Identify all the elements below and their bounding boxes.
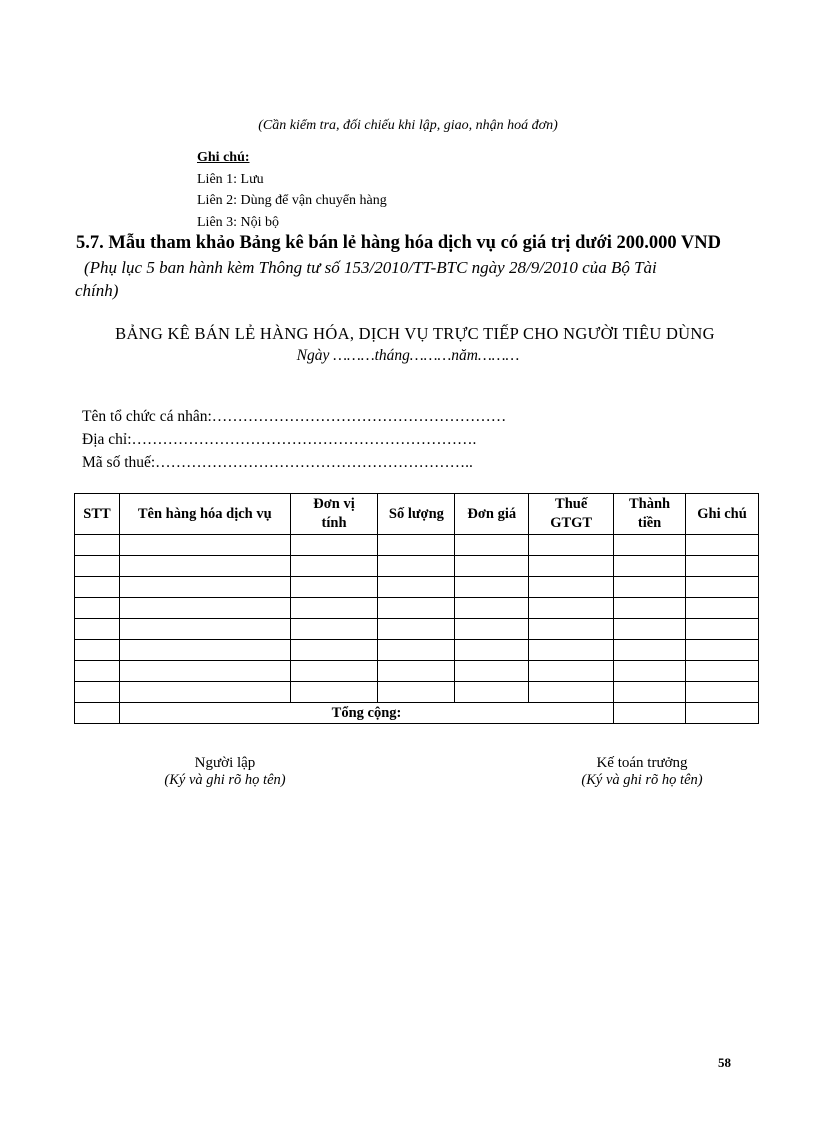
table-cell [455,619,529,640]
header-note: Ghi chú [686,494,759,535]
table-cell [614,640,686,661]
table-cell [378,598,455,619]
table-cell [686,598,759,619]
table-row [75,598,759,619]
table-cell [686,640,759,661]
total-note-cell [686,703,759,724]
table-cell [290,556,378,577]
table-cell [290,661,378,682]
table-cell [686,619,759,640]
table-cell [686,661,759,682]
header-unit-price: Đơn giá [455,494,529,535]
section-title: 5.7. Mẫu tham khảo Bảng kê bán lẻ hàng hóa dịch vụ có giá trị dưới 200.000 VND [76,233,721,253]
table-cell [529,598,614,619]
table-cell [290,619,378,640]
check-note: (Cần kiểm tra, đối chiếu khi lập, giao, nhận hoá đơn) [258,118,558,133]
table-cell [119,577,290,598]
table-cell [455,556,529,577]
table-cell [119,640,290,661]
table-cell [75,577,120,598]
form-title: BẢNG KÊ BÁN LẺ HÀNG HÓA, DỊCH VỤ TRỰC TIẾP CHO NGƯỜI TIÊU DÙNG [115,324,715,343]
table-cell [75,556,120,577]
table-cell [614,556,686,577]
table-row [75,619,759,640]
preparer-label: Người lập [194,755,256,771]
appendix-note-line-2: chính) [75,281,119,300]
table-cell [378,661,455,682]
table-cell [75,682,120,703]
accountant-sign-instruction: (Ký và ghi rõ họ tên) [581,772,703,788]
table-cell [75,640,120,661]
form-date-line: Ngày ………tháng………năm……… [296,347,520,364]
table-cell [75,619,120,640]
header-item-name: Tên hàng hóa dịch vụ [119,494,290,535]
table-cell [529,661,614,682]
table-cell [614,682,686,703]
table-row [75,556,759,577]
table-cell [614,598,686,619]
total-row [75,703,759,724]
total-stt-cell [75,703,120,724]
table-cell [686,556,759,577]
table-cell [529,577,614,598]
header-quantity: Số lượng [378,494,455,535]
table-cell [378,556,455,577]
table-cell [119,556,290,577]
appendix-note-line-1: (Phụ lục 5 ban hành kèm Thông tư số 153/2010/TT-BTC ngày 28/9/2010 của Bộ Tài [84,258,657,277]
table-cell [378,619,455,640]
table-cell [529,682,614,703]
header-stt: STT [75,494,120,535]
table-cell [455,598,529,619]
table-cell [529,619,614,640]
table-cell [119,619,290,640]
table-cell [455,640,529,661]
org-name-field: Tên tổ chức cá nhân:………………………………………………… [82,408,507,425]
table-cell [529,535,614,556]
table-cell [119,682,290,703]
table-cell [614,535,686,556]
table-cell [378,640,455,661]
tax-code-field: Mã số thuế:…………………………………………………….. [82,454,473,471]
table-cell [614,577,686,598]
table-cell [290,598,378,619]
notes-item-copy-2: Liên 2: Dùng để vận chuyển hàng [197,193,387,208]
header-unit: Đơn vị tính [290,494,378,535]
table-cell [455,661,529,682]
notes-label: Ghi chú: [197,150,250,165]
page-number: 58 [718,1055,731,1070]
notes-item-copy-1: Liên 1: Lưu [197,172,264,187]
address-field: Địa chỉ:…………………………………………………………. [82,431,477,448]
table-row [75,640,759,661]
table-cell [686,535,759,556]
total-label: Tổng cộng: [119,703,613,724]
table-cell [290,577,378,598]
table-row [75,661,759,682]
table-cell [75,598,120,619]
table-cell [614,661,686,682]
table-cell [290,682,378,703]
table-cell [378,535,455,556]
table-cell [455,682,529,703]
notes-item-copy-3: Liên 3: Nội bộ [197,215,280,230]
preparer-sign-instruction: (Ký và ghi rõ họ tên) [164,772,286,788]
table-cell [614,619,686,640]
table-cell [455,577,529,598]
table-cell [290,535,378,556]
table-cell [686,577,759,598]
table-cell [119,661,290,682]
goods-table [74,493,759,724]
table-cell [529,556,614,577]
header-vat: Thuế GTGT [529,494,614,535]
accountant-signature-block [557,755,727,789]
table-cell [455,535,529,556]
table-cell [529,640,614,661]
table-cell [378,682,455,703]
table-header-row [75,494,759,535]
preparer-signature-block [140,755,310,789]
accountant-label: Kế toán trưởng [596,755,688,771]
table-cell [75,535,120,556]
table-cell [75,661,120,682]
table-cell [119,535,290,556]
header-amount: Thành tiền [614,494,686,535]
table-cell [119,598,290,619]
total-amount-cell [614,703,686,724]
table-row [75,682,759,703]
table-cell [378,577,455,598]
table-cell [686,682,759,703]
table-cell [290,640,378,661]
table-row [75,535,759,556]
table-row [75,577,759,598]
